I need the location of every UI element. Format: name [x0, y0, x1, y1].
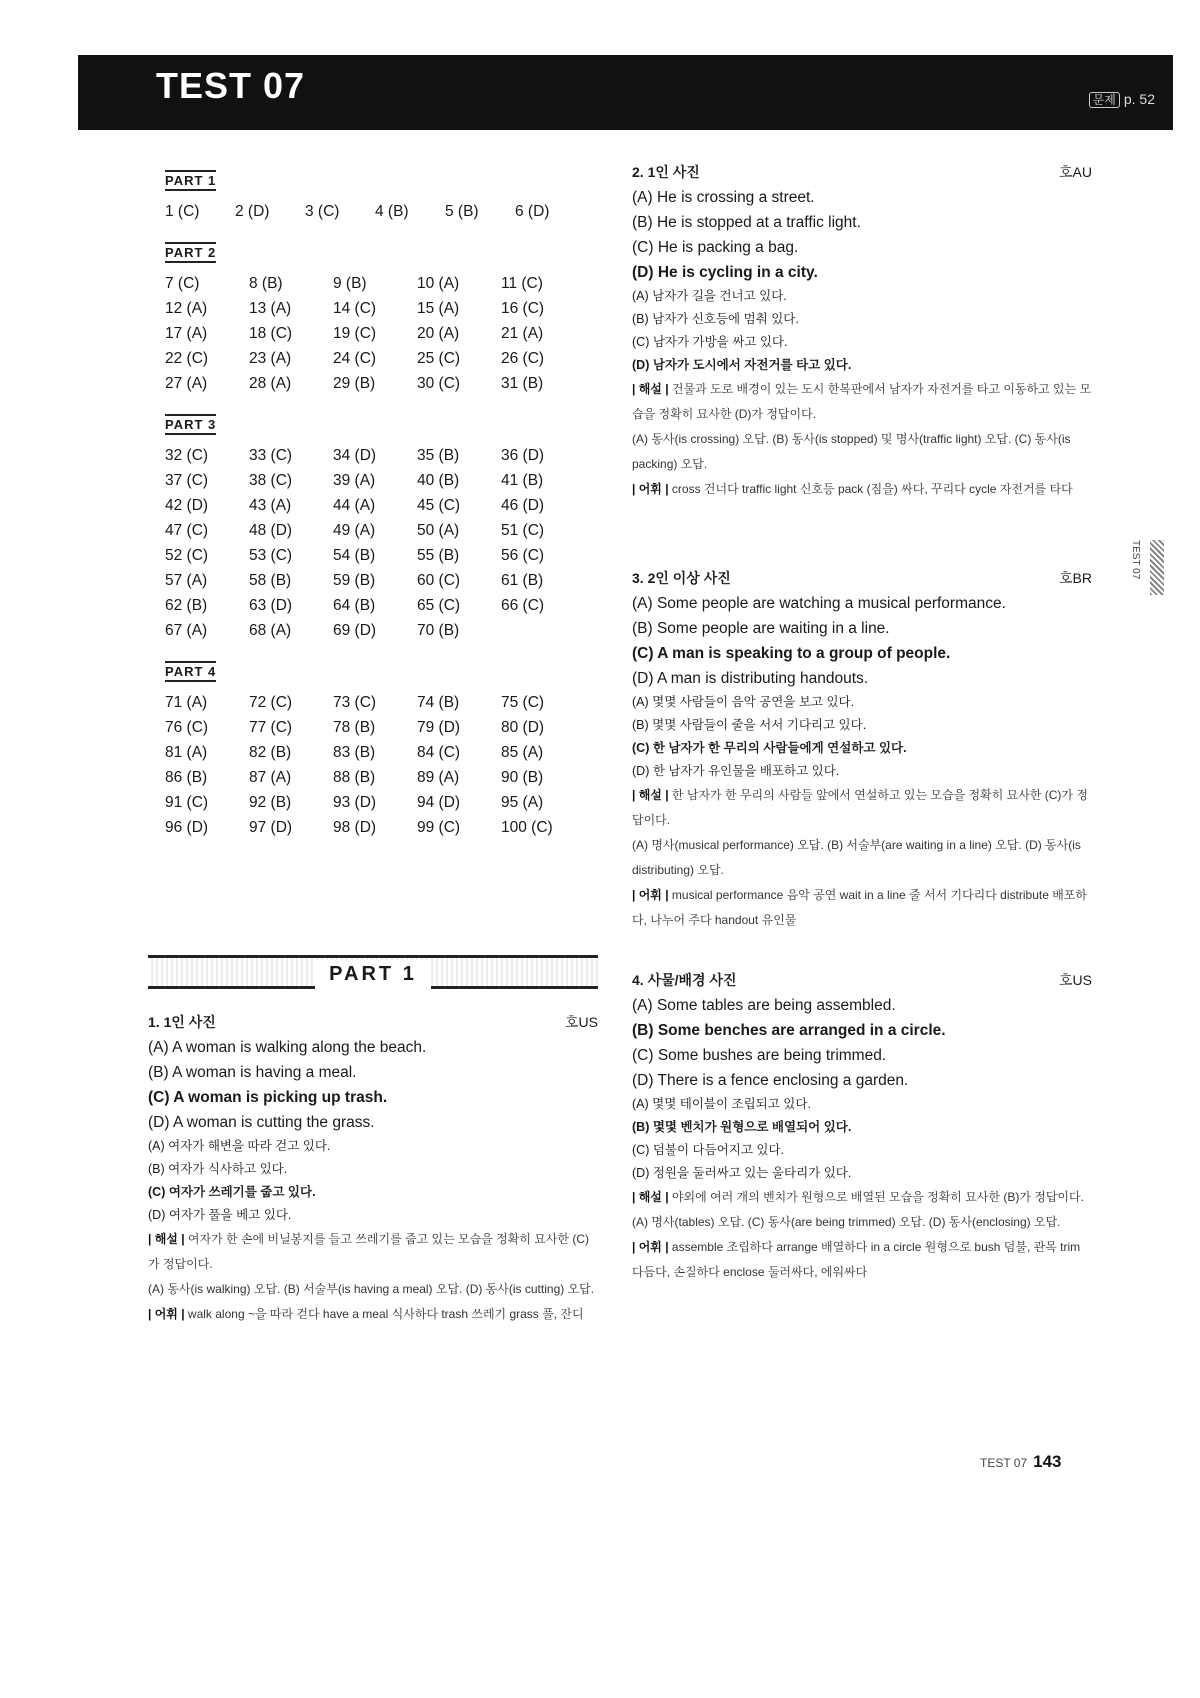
option-c: (C) Some bushes are being trimmed. [632, 1047, 887, 1064]
option-a: (A) A woman is walking along the beach. [148, 1039, 427, 1056]
reference-page: p. 52 [1123, 91, 1155, 107]
answer-item: 18 (C) [249, 325, 293, 342]
answer-item: 20 (A) [417, 325, 460, 342]
answer-item: 100 (C) [501, 819, 553, 836]
part-label: PART 3 [165, 414, 216, 435]
translation-a: (A) 몇몇 사람들이 음악 공연을 보고 있다. [632, 695, 855, 709]
question-1 [148, 1010, 598, 1327]
answer-item: 57 (A) [165, 572, 208, 589]
answer-item: 66 (C) [501, 597, 545, 614]
answer-key [165, 170, 585, 858]
answer-item: 83 (B) [333, 744, 376, 761]
answer-item: 26 (C) [501, 350, 545, 367]
answer-item: 6 (D) [515, 203, 550, 220]
answer-item: 56 (C) [501, 547, 545, 564]
part-label: PART 2 [165, 242, 216, 263]
speaker-accent: 호BR [1059, 570, 1092, 586]
vocabulary-text: cross 건너다 traffic light 신호등 pack (짐을) 싸다, 꾸리다 cycle 자전거를 타다 [671, 482, 1073, 496]
vocabulary-tag: | 어휘 | [632, 888, 669, 902]
answer-item: 7 (C) [165, 275, 200, 292]
answer-item: 82 (B) [249, 744, 292, 761]
side-tab-label: TEST 07 [1130, 540, 1141, 580]
speaker-accent: 호US [1059, 972, 1092, 988]
answer-item: 12 (A) [165, 300, 208, 317]
answer-item: 80 (D) [501, 719, 545, 736]
question-3 [632, 566, 1092, 933]
option-b-correct: (B) Some benches are arranged in a circle. [632, 1022, 946, 1039]
answer-item: 61 (B) [501, 572, 544, 589]
question-header [632, 968, 1092, 993]
speaker-accent: 호US [565, 1014, 598, 1030]
answer-item: 43 (A) [249, 497, 292, 514]
answer-item: 81 (A) [165, 744, 208, 761]
explanation-text: 야외에 여러 개의 벤치가 원형으로 배열된 모습을 정확히 묘사한 (B)가 정답이다. [671, 1190, 1084, 1204]
explanation-text: 건물과 도로 배경이 있는 도시 한복판에서 남자가 자전거를 타고 이동하고 있는 모습을 정확히 묘사한 (D)가 정답이다. [632, 382, 1092, 421]
side-thumb-tab [1130, 540, 1144, 610]
page-title: TEST 07 [156, 65, 306, 106]
answer-item: 2 (D) [235, 203, 270, 220]
option-c-correct: (C) A man is speaking to a group of people. [632, 645, 951, 662]
vocabulary-text: assemble 조립하다 arrange 배열하다 in a circle 원형으로 bush 덤불, 관목 trim 다듬다, 손질하다 enclose 둘러싸다, 에워싸다 [632, 1240, 1081, 1279]
translation-b: (B) 몇몇 사람들이 줄을 서서 기다리고 있다. [632, 718, 867, 732]
translation-d: (D) 한 남자가 유인물을 배포하고 있다. [632, 764, 840, 778]
answer-item: 40 (B) [417, 472, 460, 489]
part-label: PART 4 [165, 661, 216, 682]
answer-grid [165, 692, 585, 838]
answer-item: 39 (A) [333, 472, 376, 489]
answer-item: 13 (A) [249, 300, 292, 317]
answer-item: 22 (C) [165, 350, 209, 367]
answer-item: 36 (D) [501, 447, 545, 464]
vocabulary-tag: | 어휘 | [632, 1240, 669, 1254]
answer-item: 71 (A) [165, 694, 208, 711]
answer-item: 49 (A) [333, 522, 376, 539]
vocabulary [148, 1302, 598, 1327]
answer-item: 19 (C) [333, 325, 377, 342]
answer-item: 48 (D) [249, 522, 293, 539]
answer-item: 1 (C) [165, 203, 200, 220]
answer-item: 68 (A) [249, 622, 292, 639]
question-title: 3. 2인 이상 사진 [632, 570, 731, 586]
footer-label: TEST 07 [980, 1456, 1028, 1470]
speaker-accent: 호AU [1059, 164, 1092, 180]
option-d: (D) A man is distributing handouts. [632, 670, 869, 687]
answer-item: 15 (A) [417, 300, 460, 317]
page-footer [980, 1452, 1062, 1472]
answer-item: 84 (C) [417, 744, 461, 761]
translation-d: (D) 여자가 풀을 베고 있다. [148, 1208, 292, 1222]
page-number: 143 [1033, 1452, 1062, 1471]
answer-item: 72 (C) [249, 694, 293, 711]
answer-item: 78 (B) [333, 719, 376, 736]
answer-item: 67 (A) [165, 622, 208, 639]
vocabulary [632, 1235, 1092, 1285]
answer-item: 35 (B) [417, 447, 460, 464]
translation-a: (A) 몇몇 테이블이 조립되고 있다. [632, 1097, 811, 1111]
answer-item: 86 (B) [165, 769, 208, 786]
answer-item: 8 (B) [249, 275, 283, 292]
question-4 [632, 968, 1092, 1285]
answer-item: 76 (C) [165, 719, 209, 736]
answer-item: 30 (C) [417, 375, 461, 392]
answer-item: 41 (B) [501, 472, 544, 489]
vocabulary [632, 883, 1092, 933]
answer-item: 11 (C) [501, 275, 543, 292]
translation-c: (C) 남자가 가방을 싸고 있다. [632, 335, 788, 349]
side-tab-pattern [1150, 540, 1164, 595]
part-label: PART 1 [165, 170, 216, 191]
option-b: (B) A woman is having a meal. [148, 1064, 357, 1081]
answer-item: 23 (A) [249, 350, 292, 367]
answer-item: 96 (D) [165, 819, 209, 836]
answer-item: 87 (A) [249, 769, 292, 786]
option-a: (A) Some people are watching a musical performance. [632, 595, 1006, 612]
answer-item: 85 (A) [501, 744, 544, 761]
answer-item: 63 (D) [249, 597, 293, 614]
wrong-answers: (A) 동사(is crossing) 오답. (B) 동사(is stopped) 및 명사(traffic light) 오답. (C) 동사(is packing) 오답. [632, 432, 1071, 471]
explanation-tag: | 해설 | [632, 382, 669, 396]
answer-grid [165, 445, 585, 641]
answer-item: 99 (C) [417, 819, 461, 836]
answer-item: 21 (A) [501, 325, 544, 342]
answer-grid [165, 273, 585, 394]
answer-item: 16 (C) [501, 300, 545, 317]
explanation-tag: | 해설 | [632, 788, 669, 802]
section-banner-label: PART 1 [315, 960, 431, 989]
answer-item: 73 (C) [333, 694, 377, 711]
answer-item: 3 (C) [305, 203, 340, 220]
answer-item: 28 (A) [249, 375, 292, 392]
option-c-correct: (C) A woman is picking up trash. [148, 1089, 388, 1106]
answer-item: 79 (D) [417, 719, 461, 736]
answer-item: 64 (B) [333, 597, 376, 614]
reference-label: 문제 [1089, 92, 1120, 108]
answer-item: 33 (C) [249, 447, 293, 464]
translation-d: (D) 남자가 도시에서 자전거를 타고 있다. [632, 358, 852, 372]
translation-c: (C) 한 남자가 한 무리의 사람들에게 연설하고 있다. [632, 741, 907, 755]
answer-item: 29 (B) [333, 375, 376, 392]
option-b: (B) He is stopped at a traffic light. [632, 214, 861, 231]
answer-item: 89 (A) [417, 769, 460, 786]
explanation-text: 여자가 한 손에 비닐봉지를 들고 쓰레기를 줍고 있는 모습을 정확히 묘사한 (C)가 정답이다. [148, 1232, 590, 1271]
answer-key-part3 [165, 414, 585, 641]
answer-key-part2 [165, 242, 585, 394]
vocabulary-tag: | 어휘 | [632, 482, 669, 496]
answer-item: 62 (B) [165, 597, 208, 614]
wrong-answers: (A) 명사(tables) 오답. (C) 동사(are being trimmed) 오답. (D) 동사(enclosing) 오답. [632, 1215, 1061, 1229]
answer-item: 93 (D) [333, 794, 377, 811]
question-title: 1. 1인 사진 [148, 1014, 216, 1030]
translation-a: (A) 남자가 길을 건너고 있다. [632, 289, 787, 303]
answer-item: 44 (A) [333, 497, 376, 514]
answer-item: 95 (A) [501, 794, 544, 811]
answer-item: 24 (C) [333, 350, 377, 367]
translation-b: (B) 남자가 신호등에 멈춰 있다. [632, 312, 799, 326]
answer-item: 45 (C) [417, 497, 461, 514]
answer-item: 17 (A) [165, 325, 208, 342]
wrong-answers: (A) 명사(musical performance) 오답. (B) 서술부(are waiting in a line) 오답. (D) 동사(is distributing) 오답. [632, 838, 1081, 877]
answer-item: 25 (C) [417, 350, 461, 367]
translation-c: (C) 여자가 쓰레기를 줍고 있다. [148, 1185, 316, 1199]
answer-item: 54 (B) [333, 547, 376, 564]
question-title: 4. 사물/배경 사진 [632, 972, 737, 988]
answer-item: 65 (C) [417, 597, 461, 614]
explanation [632, 783, 1092, 833]
answer-item: 46 (D) [501, 497, 545, 514]
answer-item: 34 (D) [333, 447, 377, 464]
explanation [632, 1185, 1092, 1210]
option-d: (D) A woman is cutting the grass. [148, 1114, 375, 1131]
answer-item: 74 (B) [417, 694, 460, 711]
explanation [632, 377, 1092, 427]
answer-key-part1 [165, 170, 585, 222]
answer-item: 31 (B) [501, 375, 544, 392]
option-d: (D) There is a fence enclosing a garden. [632, 1072, 909, 1089]
wrong-answers: (A) 동사(is walking) 오답. (B) 서술부(is having a meal) 오답. (D) 동사(is cutting) 오답. [148, 1282, 595, 1296]
option-d-correct: (D) He is cycling in a city. [632, 264, 818, 281]
option-a: (A) Some tables are being assembled. [632, 997, 896, 1014]
answer-item: 47 (C) [165, 522, 209, 539]
answer-item: 94 (D) [417, 794, 461, 811]
answer-item: 51 (C) [501, 522, 545, 539]
answer-item: 27 (A) [165, 375, 208, 392]
section-banner [148, 955, 598, 989]
answer-item: 32 (C) [165, 447, 209, 464]
explanation-tag: | 해설 | [148, 1232, 185, 1246]
answer-item: 52 (C) [165, 547, 209, 564]
answer-item: 60 (C) [417, 572, 461, 589]
answer-item: 4 (B) [375, 203, 409, 220]
answer-item: 58 (B) [249, 572, 292, 589]
explanation-text: 한 남자가 한 무리의 사람들 앞에서 연설하고 있는 모습을 정확히 묘사한 (C)가 정답이다. [632, 788, 1088, 827]
answer-item: 90 (B) [501, 769, 544, 786]
answer-item: 77 (C) [249, 719, 293, 736]
answer-grid [165, 201, 585, 222]
answer-item: 10 (A) [417, 275, 460, 292]
answer-item: 53 (C) [249, 547, 293, 564]
translation-c: (C) 덤불이 다듬어지고 있다. [632, 1143, 784, 1157]
answer-item: 92 (B) [249, 794, 292, 811]
question-2 [632, 160, 1092, 502]
option-c: (C) He is packing a bag. [632, 239, 799, 256]
translation-b: (B) 여자가 식사하고 있다. [148, 1162, 288, 1176]
answer-item: 91 (C) [165, 794, 209, 811]
answer-item: 88 (B) [333, 769, 376, 786]
vocabulary-tag: | 어휘 | [148, 1307, 185, 1321]
answer-item: 69 (D) [333, 622, 377, 639]
option-a: (A) He is crossing a street. [632, 189, 815, 206]
answer-item: 97 (D) [249, 819, 293, 836]
answer-item: 37 (C) [165, 472, 209, 489]
answer-item: 50 (A) [417, 522, 460, 539]
question-header [632, 160, 1092, 185]
vocabulary-text: musical performance 음악 공연 wait in a line 줄 서서 기다리다 distribute 배포하다, 나누어 주다 handout 유인물 [632, 888, 1087, 927]
answer-item: 98 (D) [333, 819, 377, 836]
page-header [78, 55, 1173, 130]
vocabulary-text: walk along ~을 따라 걷다 have a meal 식사하다 trash 쓰레기 grass 풀, 잔디 [187, 1307, 584, 1321]
translation-a: (A) 여자가 해변을 따라 걷고 있다. [148, 1139, 331, 1153]
explanation [148, 1227, 598, 1277]
answer-item: 55 (B) [417, 547, 460, 564]
answer-item: 14 (C) [333, 300, 377, 317]
question-header [632, 566, 1092, 591]
answer-item: 42 (D) [165, 497, 209, 514]
translation-b: (B) 몇몇 벤치가 원형으로 배열되어 있다. [632, 1120, 852, 1134]
translation-d: (D) 정원을 둘러싸고 있는 울타리가 있다. [632, 1166, 852, 1180]
question-title: 2. 1인 사진 [632, 164, 700, 180]
question-header [148, 1010, 598, 1035]
vocabulary [632, 477, 1092, 502]
answer-item: 38 (C) [249, 472, 293, 489]
answer-item: 75 (C) [501, 694, 545, 711]
answer-item: 9 (B) [333, 275, 367, 292]
explanation-tag: | 해설 | [632, 1190, 669, 1204]
answer-item: 59 (B) [333, 572, 376, 589]
option-b: (B) Some people are waiting in a line. [632, 620, 890, 637]
answer-item: 5 (B) [445, 203, 479, 220]
answer-item: 70 (B) [417, 622, 460, 639]
page-reference [1089, 91, 1155, 108]
answer-key-part4 [165, 661, 585, 838]
